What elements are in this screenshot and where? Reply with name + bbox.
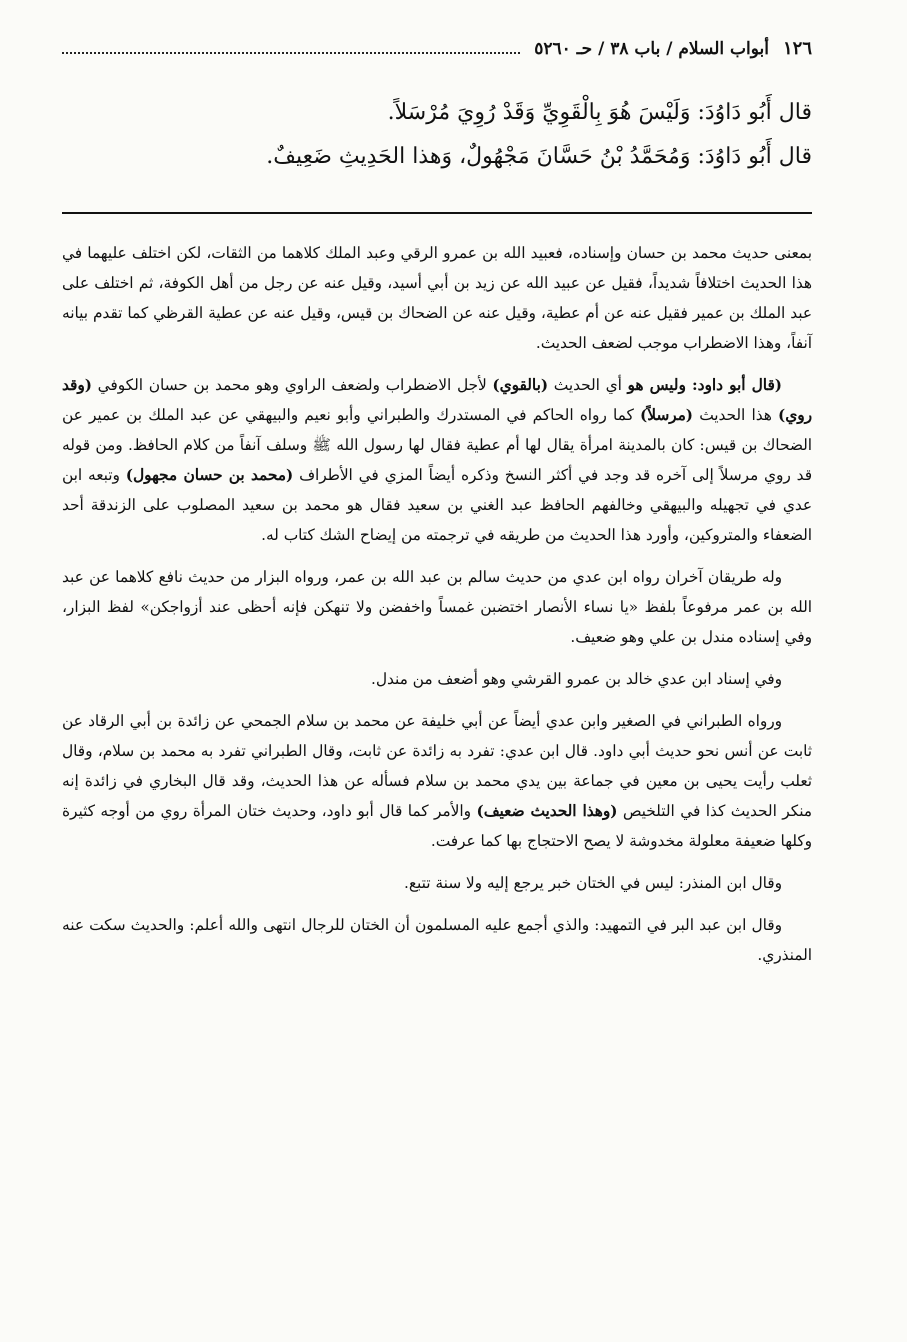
quoted-matn: (وقد روي) [62, 376, 812, 424]
quoted-matn: (بالقوي) [492, 376, 549, 394]
quoted-matn: (مرسلاً) [639, 406, 694, 424]
commentary-text-run: لأجل الاضطراب ولضعف الراوي وهو محمد بن حسان الكوفي [91, 376, 493, 394]
commentary-text-run: وتبعه ابن عدي في تجهيله والبيهقي وخالفهم الحافظ عبد الغني بن سعيد فقال هو محمد بن سعيد المصلوب على الزندقة أحد الضعفاء والمتروكين، وأورد هذا الحديث من طريقه في ترجمته من إيضاح الشك كتاب له. [62, 466, 812, 544]
commentary-paragraph-6: وقال ابن المنذر: ليس في الختان خبر يرجع إليه ولا سنة تتبع. [404, 874, 782, 892]
quoted-matn: (محمد بن حسان مجهول) [125, 466, 294, 484]
commentary-text [62, 238, 812, 982]
commentary-text-run: هذا الحديث [693, 406, 778, 424]
commentary-paragraph-3: وله طريقان آخران رواه ابن عدي من حديث سالم بن عبد الله بن عمر، ورواه البزار من حديث نافع كلاهما عن عبد الله بن عمر مرفوعاً بلفظ «يا نساء الأنصار اختضبن غمساً واخفضن ولا تنهكن فإنه أحظى عند أزواجكن» لفظ البزار، وفي إسناده مندل بن علي وهو ضعيف. [62, 568, 812, 646]
commentary-paragraph-7: وقال ابن عبد البر في التمهيد: والذي أجمع عليه المسلمون أن الختان للرجال انتهى والله أعلم: والحديث سكت عنه المنذري. [62, 916, 812, 964]
running-title: أبواب السلام / باب ٣٨ / حـ ٥٢٦٠ [534, 39, 769, 59]
hadith-line-1: قال أَبُو دَاوُدَ: وَلَيْسَ هُوَ بِالْقَوِيِّ وَقَدْ رُوِيَ مُرْسَلاً. [387, 100, 812, 125]
dotted-leader [62, 41, 520, 54]
commentary-text-run: ورواه الطبراني في الصغير وابن عدي أيضاً عن أبي خليفة عن محمد بن سلام الجمحي عن زائدة بن أبي الرقاد عن ثابت عن أنس نحو حديث أبي داود. قال ابن عدي: تفرد به زائدة عن ثابت، وقال الطبراني تفرد به محمد بن سلام، وقال ثعلب رأيت يحيى بن معين في جماعة بين يدي محمد بن سلام فسأله عن هذا الحديث، وقد قال البخاري في زائدة إنه منكر الحديث كذا في التلخيص [62, 712, 813, 820]
hadith-text [150, 96, 812, 184]
quoted-matn: (قال أبو داود: وليس هو [627, 376, 782, 394]
commentary-paragraph-5 [62, 706, 812, 856]
section-divider [62, 212, 812, 214]
commentary-text-run: والأمر كما قال أبو داود، وحديث ختان المرأة روي من أوجه كثيرة وكلها ضعيفة معلولة مخدوشة لا يصح الاحتجاج بها كما عرفت. [62, 802, 812, 850]
running-header [62, 38, 812, 68]
hadith-line-2: قال أَبُو دَاوُدَ: وَمُحَمَّدُ بْنُ حَسَّانَ مَجْهُولٌ، وَهذا الحَدِيثِ ضَعِيفٌ. [266, 144, 812, 170]
commentary-paragraph-2 [62, 370, 812, 550]
quoted-matn: (وهذا الحديث ضعيف) [476, 802, 618, 820]
page-number: ١٢٦ [782, 38, 812, 59]
commentary-paragraph-4: وفي إسناد ابن عدي خالد بن عمرو القرشي وهو أضعف من مندل. [371, 670, 782, 688]
commentary-paragraph-1: بمعنى حديث محمد بن حسان وإسناده، فعبيد الله بن عمرو الرقي وعبد الملك كلاهما من الثقات، لكن اختلف عليهما في هذا الحديث اختلافاً شديداً، فقيل عن عبيد الله عن زيد بن أبي أسيد، وقيل عنه عن رجل من أهل الكوفة، ثم اختلف على عبد الملك بن عمير فقيل عنه عن أم عطية، وقيل عنه عن الضحاك بن قيس، وقيل عنه عن عطية القرظي كما تقدم بيانه آنفاً، وهذا الاضطراب موجب لضعف الحديث. [62, 244, 812, 352]
commentary-text-run: كما رواه الحاكم في المستدرك والطبراني وأبو نعيم والبيهقي عن عبد الملك بن عمير عن الضحاك بن قيس: كان بالمدينة امرأة يقال لها أم عطية فقال لها رسول الله ﷺ وسلف آنفاً من كلام الحافظ. ومن قوله قد روي مرسلاً إلى آخره قد وجد في أكثر النسخ وذكره أيضاً المزي في الأطراف [62, 406, 813, 484]
commentary-text-run: أي الحديث [548, 376, 628, 394]
